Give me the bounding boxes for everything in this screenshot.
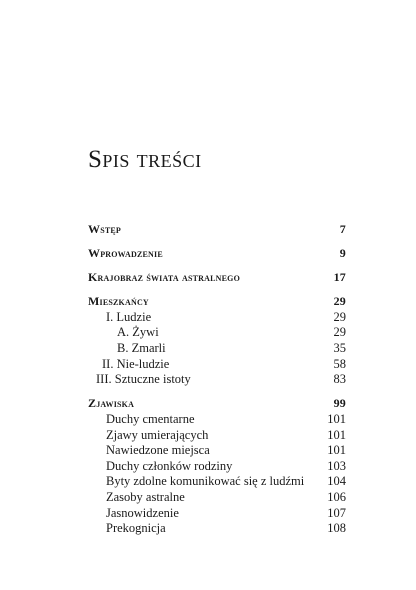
toc-entry-page: 104 — [327, 474, 346, 489]
toc-entry-label: Wstęp — [88, 222, 122, 236]
toc-entry-label: B. Zmarli — [117, 341, 166, 356]
toc-entry-label: A. Żywi — [117, 325, 159, 340]
toc-entry-duchy-czlonkow-rodziny[interactable] — [88, 459, 346, 475]
toc-entry-label: Zjawy umierających — [106, 427, 209, 442]
toc-entry-page: 7 — [339, 222, 346, 236]
toc-entry-zmarli[interactable] — [88, 341, 346, 357]
toc-entry-zasoby-astralne[interactable] — [88, 490, 346, 506]
toc-entry-page: 17 — [333, 270, 346, 285]
toc-entry-jasnowidzenie[interactable] — [88, 506, 346, 522]
toc-entry-label: Mieszkańcy — [88, 294, 149, 309]
toc-entry-page: 101 — [327, 443, 346, 458]
toc-entry-page: 29 — [333, 294, 346, 309]
toc-entry-page: 106 — [327, 489, 346, 504]
toc-entry-zywi[interactable] — [88, 325, 346, 341]
toc-entry-mieszkancy[interactable] — [88, 294, 346, 310]
toc-entry-label: I. Ludzie — [106, 309, 152, 324]
toc-entry-page: 108 — [327, 521, 346, 536]
toc-entry-page: 101 — [327, 427, 346, 442]
toc-entry-page: 103 — [327, 458, 346, 473]
toc-entry-label: II. Nie-ludzie — [102, 356, 170, 371]
toc-entry-byty-zdolne[interactable] — [88, 474, 346, 490]
toc-entry-label: Krajobraz świata astralnego — [88, 270, 241, 285]
toc-entry-prekognicja[interactable] — [88, 521, 346, 537]
toc-entry-label: Zjawiska — [88, 396, 135, 411]
toc-entry-wstep[interactable] — [88, 222, 346, 238]
toc-entry-label: Prekognicja — [106, 521, 166, 536]
toc-entry-label: Byty zdolne komunikować się z ludźmi — [106, 474, 305, 489]
toc-entry-nie-ludzie[interactable] — [88, 357, 346, 373]
toc-entry-ludzie[interactable] — [88, 310, 346, 326]
toc-entry-label: Duchy członków rodziny — [106, 458, 233, 473]
toc-entry-label: Duchy cmentarne — [106, 411, 195, 426]
toc-entry-krajobraz[interactable] — [88, 270, 346, 286]
toc-entry-page: 9 — [339, 246, 346, 261]
toc-entry-label: Nawiedzone miejsca — [106, 443, 210, 458]
toc-entry-page: 99 — [333, 396, 346, 411]
toc-entry-page: 29 — [333, 325, 346, 340]
toc-entry-page: 83 — [333, 372, 346, 387]
table-of-contents — [88, 222, 346, 537]
toc-entry-zjawy-umierajacych[interactable] — [88, 428, 346, 444]
toc-entry-page: 58 — [333, 356, 346, 371]
toc-entry-label: Zasoby astralne — [106, 489, 185, 504]
toc-entry-nawiedzone-miejsca[interactable] — [88, 443, 346, 459]
toc-entry-page: 101 — [327, 411, 346, 426]
toc-entry-wprowadzenie[interactable] — [88, 246, 346, 262]
toc-entry-page: 29 — [333, 309, 346, 324]
toc-entry-page: 35 — [333, 341, 346, 356]
page-title: Spis treści — [88, 146, 202, 173]
toc-entry-label: III. Sztuczne istoty — [96, 372, 191, 387]
toc-entry-label: Jasnowidzenie — [106, 505, 179, 520]
toc-entry-page: 107 — [327, 505, 346, 520]
toc-entry-label: Wprowadzenie — [88, 246, 163, 261]
toc-entry-zjawiska[interactable] — [88, 396, 346, 412]
toc-entry-sztuczne-istoty[interactable] — [88, 372, 346, 388]
toc-entry-duchy-cmentarne[interactable] — [88, 412, 346, 428]
